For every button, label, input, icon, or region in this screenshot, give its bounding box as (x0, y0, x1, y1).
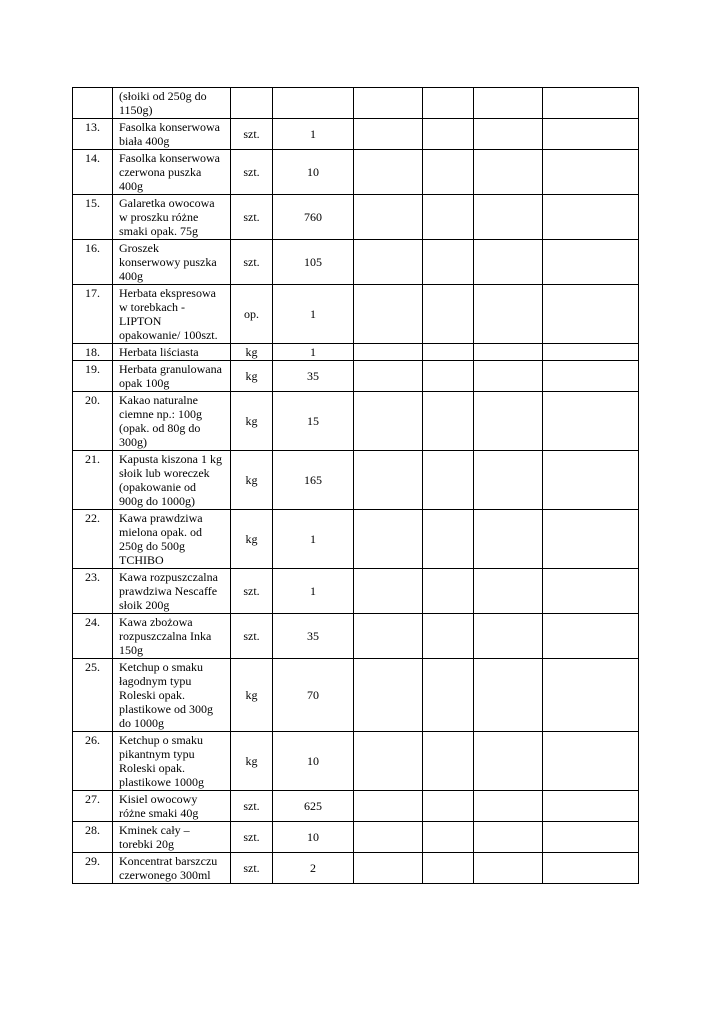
product-name-line: Roleski opak. (119, 688, 185, 702)
empty-cell (543, 451, 639, 510)
unit-cell: szt. (231, 150, 273, 195)
quantity-cell: 1 (273, 285, 354, 344)
empty-cell (423, 195, 474, 240)
product-name-line: opak 100g (119, 376, 170, 390)
table-row (73, 569, 639, 614)
product-name-line: Herbata liściasta (119, 345, 199, 359)
row-number: 27. (73, 791, 113, 822)
empty-cell (474, 451, 543, 510)
product-name-line: czerwonego 300ml (119, 868, 211, 882)
table-row (73, 344, 639, 361)
product-name-line: Fasolka konserwowa (119, 151, 220, 165)
unit-cell: kg (231, 361, 273, 392)
product-name-cell (113, 361, 231, 392)
empty-cell (354, 361, 423, 392)
empty-cell (474, 614, 543, 659)
product-name-line: łagodnym typu (119, 674, 192, 688)
table-row (73, 88, 639, 119)
table-row (73, 822, 639, 853)
unit-cell: szt. (231, 822, 273, 853)
product-name-line: opakowanie/ 100szt. (119, 328, 218, 342)
empty-cell (543, 88, 639, 119)
empty-cell (543, 569, 639, 614)
empty-cell (474, 361, 543, 392)
product-name-cell (113, 119, 231, 150)
empty-cell (543, 822, 639, 853)
table-row (73, 732, 639, 791)
empty-cell (354, 569, 423, 614)
empty-cell (543, 240, 639, 285)
product-name-line: (opak. od 80g do (119, 421, 201, 435)
empty-cell (543, 853, 639, 884)
product-name-cell (113, 614, 231, 659)
empty-cell (423, 285, 474, 344)
product-name-line: ciemne np.: 100g (119, 407, 202, 421)
empty-cell (543, 659, 639, 732)
unit-cell: szt. (231, 791, 273, 822)
product-name-line: mielona opak. od (119, 525, 202, 539)
row-number: 23. (73, 569, 113, 614)
product-name-line: Roleski opak. (119, 761, 185, 775)
product-name-cell (113, 88, 231, 119)
unit-cell (231, 88, 273, 119)
table-row (73, 119, 639, 150)
unit-cell: szt. (231, 853, 273, 884)
empty-cell (474, 119, 543, 150)
row-number: 17. (73, 285, 113, 344)
product-name-cell (113, 510, 231, 569)
product-name-cell (113, 451, 231, 510)
quantity-cell: 10 (273, 822, 354, 853)
product-name-cell (113, 195, 231, 240)
order-table-container (72, 87, 639, 884)
product-name-line: Kawa rozpuszczalna (119, 570, 218, 584)
unit-cell: kg (231, 451, 273, 510)
empty-cell (354, 344, 423, 361)
empty-cell (423, 659, 474, 732)
quantity-cell: 1 (273, 119, 354, 150)
unit-cell: op. (231, 285, 273, 344)
unit-cell: kg (231, 659, 273, 732)
empty-cell (474, 88, 543, 119)
product-name-line: plastikowe 1000g (119, 775, 204, 789)
unit-cell: szt. (231, 195, 273, 240)
product-name-cell (113, 150, 231, 195)
quantity-cell: 35 (273, 361, 354, 392)
quantity-cell: 10 (273, 732, 354, 791)
empty-cell (423, 822, 474, 853)
empty-cell (423, 451, 474, 510)
product-name-cell (113, 822, 231, 853)
empty-cell (354, 822, 423, 853)
row-number: 25. (73, 659, 113, 732)
table-row (73, 853, 639, 884)
empty-cell (543, 150, 639, 195)
empty-cell (474, 853, 543, 884)
product-name-cell (113, 344, 231, 361)
empty-cell (354, 195, 423, 240)
product-name-cell (113, 569, 231, 614)
quantity-cell: 15 (273, 392, 354, 451)
product-name-line: różne smaki 40g (119, 806, 199, 820)
empty-cell (423, 510, 474, 569)
quantity-cell: 760 (273, 195, 354, 240)
quantity-cell: 70 (273, 659, 354, 732)
order-table (72, 87, 639, 884)
empty-cell (423, 240, 474, 285)
empty-cell (474, 195, 543, 240)
table-row (73, 285, 639, 344)
product-name-cell (113, 659, 231, 732)
empty-cell (354, 853, 423, 884)
empty-cell (423, 569, 474, 614)
product-name-cell (113, 240, 231, 285)
product-name-line: biała 400g (119, 134, 170, 148)
product-name-line: 400g (119, 269, 143, 283)
product-name-line: 250g do 500g (119, 539, 185, 553)
empty-cell (543, 344, 639, 361)
empty-cell (354, 240, 423, 285)
product-name-line: rozpuszczalna Inka (119, 629, 212, 643)
table-row (73, 659, 639, 732)
product-name-line: słoik 200g (119, 598, 170, 612)
product-name-line: Kminek cały – (119, 823, 190, 837)
product-name-cell (113, 732, 231, 791)
row-number: 22. (73, 510, 113, 569)
product-name-line: Ketchup o smaku (119, 660, 203, 674)
product-name-line: (opakowanie od (119, 480, 196, 494)
table-row (73, 451, 639, 510)
empty-cell (474, 732, 543, 791)
table-body (73, 88, 639, 884)
table-row (73, 614, 639, 659)
quantity-cell: 1 (273, 569, 354, 614)
empty-cell (474, 150, 543, 195)
empty-cell (423, 344, 474, 361)
empty-cell (474, 822, 543, 853)
unit-cell: kg (231, 510, 273, 569)
product-name-line: konserwowy puszka (119, 255, 217, 269)
quantity-cell: 10 (273, 150, 354, 195)
empty-cell (423, 732, 474, 791)
empty-cell (423, 119, 474, 150)
product-name-line: Kapusta kiszona 1 kg (119, 452, 222, 466)
quantity-cell (273, 88, 354, 119)
table-row (73, 510, 639, 569)
product-name-line: 1150g) (119, 103, 153, 117)
empty-cell (474, 510, 543, 569)
row-number: 18. (73, 344, 113, 361)
empty-cell (354, 150, 423, 195)
product-name-line: czerwona puszka (119, 165, 202, 179)
row-number: 16. (73, 240, 113, 285)
product-name-line: do 1000g (119, 716, 164, 730)
empty-cell (354, 659, 423, 732)
empty-cell (543, 510, 639, 569)
product-name-line: Kawa prawdziwa (119, 511, 203, 525)
product-name-line: 300g) (119, 435, 147, 449)
product-name-cell (113, 853, 231, 884)
row-number: 13. (73, 119, 113, 150)
product-name-line: prawdziwa Nescaffe (119, 584, 218, 598)
empty-cell (474, 392, 543, 451)
empty-cell (543, 614, 639, 659)
table-row (73, 150, 639, 195)
quantity-cell: 105 (273, 240, 354, 285)
product-name-cell (113, 791, 231, 822)
empty-cell (474, 240, 543, 285)
product-name-line: słoik lub woreczek (119, 466, 210, 480)
product-name-line: Kisiel owocowy (119, 792, 198, 806)
empty-cell (354, 614, 423, 659)
unit-cell: szt. (231, 569, 273, 614)
product-name-line: plastikowe od 300g (119, 702, 213, 716)
product-name-line: torebki 20g (119, 837, 174, 851)
product-name-cell (113, 285, 231, 344)
unit-cell: kg (231, 392, 273, 451)
empty-cell (354, 285, 423, 344)
row-number: 28. (73, 822, 113, 853)
empty-cell (543, 392, 639, 451)
product-name-line: (słoiki od 250g do (119, 89, 207, 103)
table-row (73, 240, 639, 285)
empty-cell (423, 150, 474, 195)
empty-cell (543, 119, 639, 150)
empty-cell (474, 659, 543, 732)
empty-cell (423, 361, 474, 392)
empty-cell (543, 285, 639, 344)
row-number: 20. (73, 392, 113, 451)
empty-cell (543, 732, 639, 791)
product-name-line: Herbata ekspresowa (119, 286, 216, 300)
product-name-line: w torebkach - (119, 300, 185, 314)
empty-cell (423, 88, 474, 119)
empty-cell (423, 853, 474, 884)
table-row (73, 361, 639, 392)
quantity-cell: 2 (273, 853, 354, 884)
product-name-line: LIPTON (119, 314, 162, 328)
quantity-cell: 165 (273, 451, 354, 510)
empty-cell (354, 392, 423, 451)
product-name-line: Galaretka owocowa (119, 196, 215, 210)
empty-cell (543, 791, 639, 822)
product-name-line: 400g (119, 179, 143, 193)
empty-cell (423, 614, 474, 659)
row-number (73, 88, 113, 119)
empty-cell (543, 361, 639, 392)
empty-cell (474, 285, 543, 344)
empty-cell (474, 344, 543, 361)
row-number: 24. (73, 614, 113, 659)
product-name-line: TCHIBO (119, 553, 164, 567)
unit-cell: szt. (231, 119, 273, 150)
product-name-line: Ketchup o smaku (119, 733, 203, 747)
product-name-line: Herbata granulowana (119, 362, 222, 376)
product-name-line: Groszek (119, 241, 159, 255)
empty-cell (474, 569, 543, 614)
empty-cell (354, 88, 423, 119)
product-name-line: w proszku różne (119, 210, 199, 224)
empty-cell (354, 791, 423, 822)
product-name-line: smaki opak. 75g (119, 224, 198, 238)
row-number: 15. (73, 195, 113, 240)
empty-cell (423, 392, 474, 451)
product-name-line: Fasolka konserwowa (119, 120, 220, 134)
empty-cell (354, 451, 423, 510)
quantity-cell: 1 (273, 510, 354, 569)
row-number: 21. (73, 451, 113, 510)
table-row (73, 791, 639, 822)
quantity-cell: 35 (273, 614, 354, 659)
row-number: 14. (73, 150, 113, 195)
row-number: 26. (73, 732, 113, 791)
row-number: 29. (73, 853, 113, 884)
unit-cell: szt. (231, 240, 273, 285)
empty-cell (543, 195, 639, 240)
unit-cell: kg (231, 732, 273, 791)
table-row (73, 195, 639, 240)
unit-cell: kg (231, 344, 273, 361)
table-row (73, 392, 639, 451)
quantity-cell: 625 (273, 791, 354, 822)
empty-cell (354, 119, 423, 150)
product-name-line: Kakao naturalne (119, 393, 198, 407)
row-number: 19. (73, 361, 113, 392)
quantity-cell: 1 (273, 344, 354, 361)
product-name-line: Kawa zbożowa (119, 615, 193, 629)
empty-cell (423, 791, 474, 822)
product-name-line: 150g (119, 643, 143, 657)
product-name-line: 900g do 1000g) (119, 494, 195, 508)
product-name-cell (113, 392, 231, 451)
empty-cell (354, 510, 423, 569)
unit-cell: szt. (231, 614, 273, 659)
product-name-line: Koncentrat barszczu (119, 854, 218, 868)
product-name-line: pikantnym typu (119, 747, 195, 761)
empty-cell (474, 791, 543, 822)
empty-cell (354, 732, 423, 791)
